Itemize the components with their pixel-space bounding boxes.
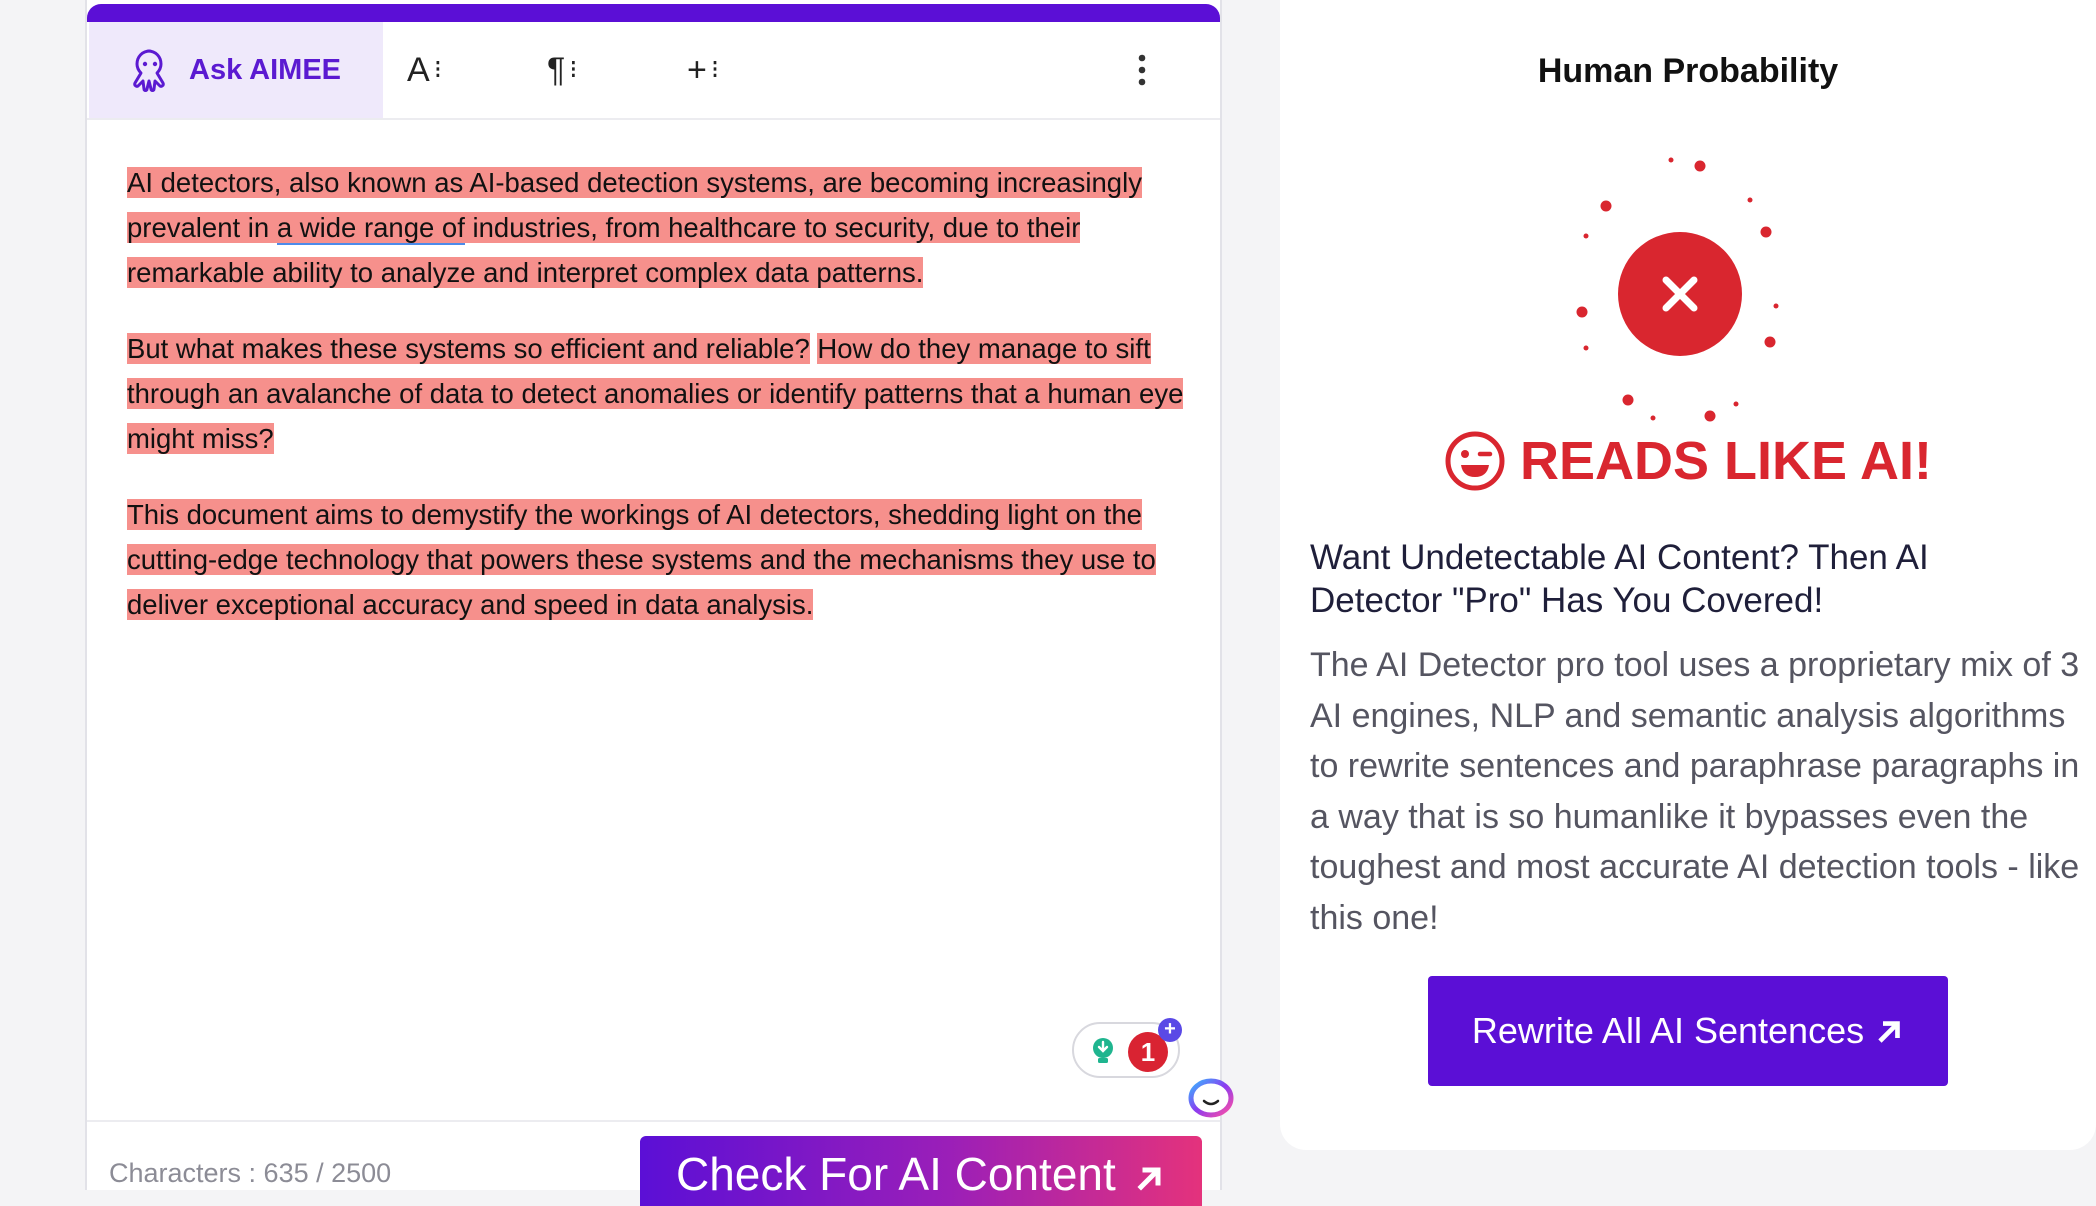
rewrite-button-label: Rewrite All AI Sentences xyxy=(1471,1010,1865,1051)
font-format-glyph: A xyxy=(407,50,430,89)
more-options-button[interactable] xyxy=(1137,22,1147,118)
arrow-up-right-icon xyxy=(1135,1163,1165,1193)
ai-sentence-highlight[interactable]: But what makes these systems so efficient and reliable? xyxy=(127,333,810,364)
ai-sentence-highlight[interactable]: AI detectors, also known as AI-based detection systems, are becoming increasingly prevalent in xyxy=(127,167,1142,243)
editor-toolbar xyxy=(87,22,1220,120)
aimee-assistant-icon[interactable] xyxy=(1184,1074,1238,1120)
kebab-menu-icon xyxy=(1137,53,1147,87)
add-suggestion-icon[interactable]: + xyxy=(1158,1018,1182,1042)
paragraph-2 xyxy=(127,326,1187,461)
promo-heading: Want Undetectable AI Content? Then AI Detector "Pro" Has You Covered! xyxy=(1310,538,1929,620)
paragraph-dots-icon: ⁝ xyxy=(569,53,576,84)
paragraph-1 xyxy=(127,160,1187,295)
verdict-text: READS LIKE AI! xyxy=(1519,431,1932,491)
grammar-suggestion-underline[interactable]: a wide range of xyxy=(276,212,465,243)
check-ai-content-button[interactable] xyxy=(640,1136,1202,1206)
suggestion-count-badge: 1 xyxy=(1128,1032,1168,1072)
ask-aimee-label: Ask AIMEE xyxy=(189,53,342,86)
ai-sentence-highlight[interactable]: industries, from healthcare to security, due to their remarkable ability to analyze and interpret complex data patterns. xyxy=(127,212,1081,288)
insert-glyph: + xyxy=(687,50,707,89)
font-format-dots-icon: ⁝ xyxy=(433,53,440,84)
editor-text-area[interactable] xyxy=(127,160,1187,658)
ai-sentence-highlight[interactable]: How do they manage to sift through an avalanche of data to detect anomalies or identify patterns that a human eye might miss? xyxy=(127,333,1184,454)
font-format-button[interactable] xyxy=(407,22,440,118)
winking-face-icon xyxy=(1444,430,1506,492)
result-title: Human Probability xyxy=(1537,52,1839,90)
verdict-label xyxy=(1280,430,2096,492)
editor-panel xyxy=(85,0,1222,1200)
ask-aimee-button[interactable] xyxy=(89,22,383,118)
paragraph-3 xyxy=(127,492,1187,627)
editor-footer-divider xyxy=(87,1120,1220,1122)
suggestions-widget[interactable] xyxy=(1072,1018,1180,1078)
promo-description: The AI Detector pro tool uses a proprietary mix of 3 AI engines, NLP and semantic analysis algorithms to rewrite sentences and paraphrase paragraphs in a way that is so humanlike it bypasses even the toughest and most accurate AI detection tools - like this one! xyxy=(1310,646,2080,937)
ai-detected-indicator xyxy=(1520,148,1840,428)
paragraph-format-button[interactable] xyxy=(547,22,576,118)
ai-sentence-highlight[interactable]: This document aims to demystify the workings of AI detectors, shedding light on the cutting-edge technology that powers these systems and the mechanisms they use to deliver exceptional accuracy and speed in data analysis. xyxy=(127,499,1156,620)
octopus-icon xyxy=(125,45,175,95)
paragraph-glyph: ¶ xyxy=(547,50,566,89)
rewrite-ai-sentences-button[interactable] xyxy=(1428,976,1948,1086)
lightbulb-icon xyxy=(1088,1036,1118,1066)
editor-top-accent xyxy=(87,4,1220,22)
result-panel xyxy=(1280,0,2096,1150)
insert-dots-icon: ⁝ xyxy=(710,53,718,84)
arrow-up-right-icon xyxy=(1876,1017,1904,1045)
insert-button[interactable] xyxy=(687,22,717,118)
check-ai-content-label: Check For AI Content xyxy=(676,1148,1116,1200)
character-count: Characters : 635 / 2500 xyxy=(109,1158,392,1188)
